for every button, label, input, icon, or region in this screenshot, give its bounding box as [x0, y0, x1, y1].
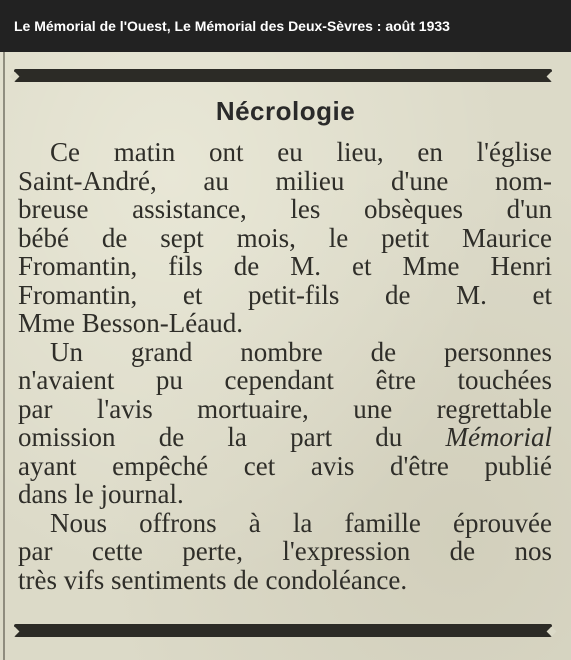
body-line: par l'avis mortuaire, une regrettable [18, 393, 552, 424]
body-line-with-italic [18, 423, 552, 452]
body-line: Fromantin, et petit-fils de M. et [18, 279, 552, 310]
body-line: Un grand nombre de personnes [50, 336, 552, 367]
body-line: très vifs sentiments de condoléance. [18, 564, 408, 595]
article-body [18, 138, 552, 594]
document-title: Le Mémorial de l'Ouest, Le Mémorial des Deux-Sèvres : août 1933 [0, 0, 571, 52]
body-line: par cette perte, l'expression de nos [18, 536, 552, 566]
body-line-text: omission de la part du Mémorial [18, 422, 552, 452]
newspaper-name-italic: Mémorial [445, 422, 552, 452]
body-line: Saint-André, au milieu d'une nom- [18, 165, 552, 196]
top-ornamental-rule [14, 69, 552, 82]
body-line: bébé de sept mois, le petit Maurice [18, 222, 552, 253]
body-line: ayant empêché cet avis d'être publié [18, 450, 552, 481]
body-line: Ce matin ont eu lieu, en l'église [50, 137, 552, 167]
body-line: n'avaient pu cependant être touchées [18, 365, 552, 395]
article-heading: Nécrologie [215, 96, 356, 126]
body-line: Fromantin, fils de M. et Mme Henri [18, 251, 552, 281]
body-line: Mme Besson-Léaud. [18, 308, 243, 338]
body-line: breuse assistance, les obsèques d'un [18, 194, 552, 224]
newspaper-clipping [0, 52, 571, 660]
body-line: Nous offrons à la famille éprouvée [50, 507, 552, 538]
bottom-ornamental-rule [14, 624, 552, 637]
column-divider [3, 52, 5, 660]
body-line: dans le journal. [18, 479, 184, 509]
